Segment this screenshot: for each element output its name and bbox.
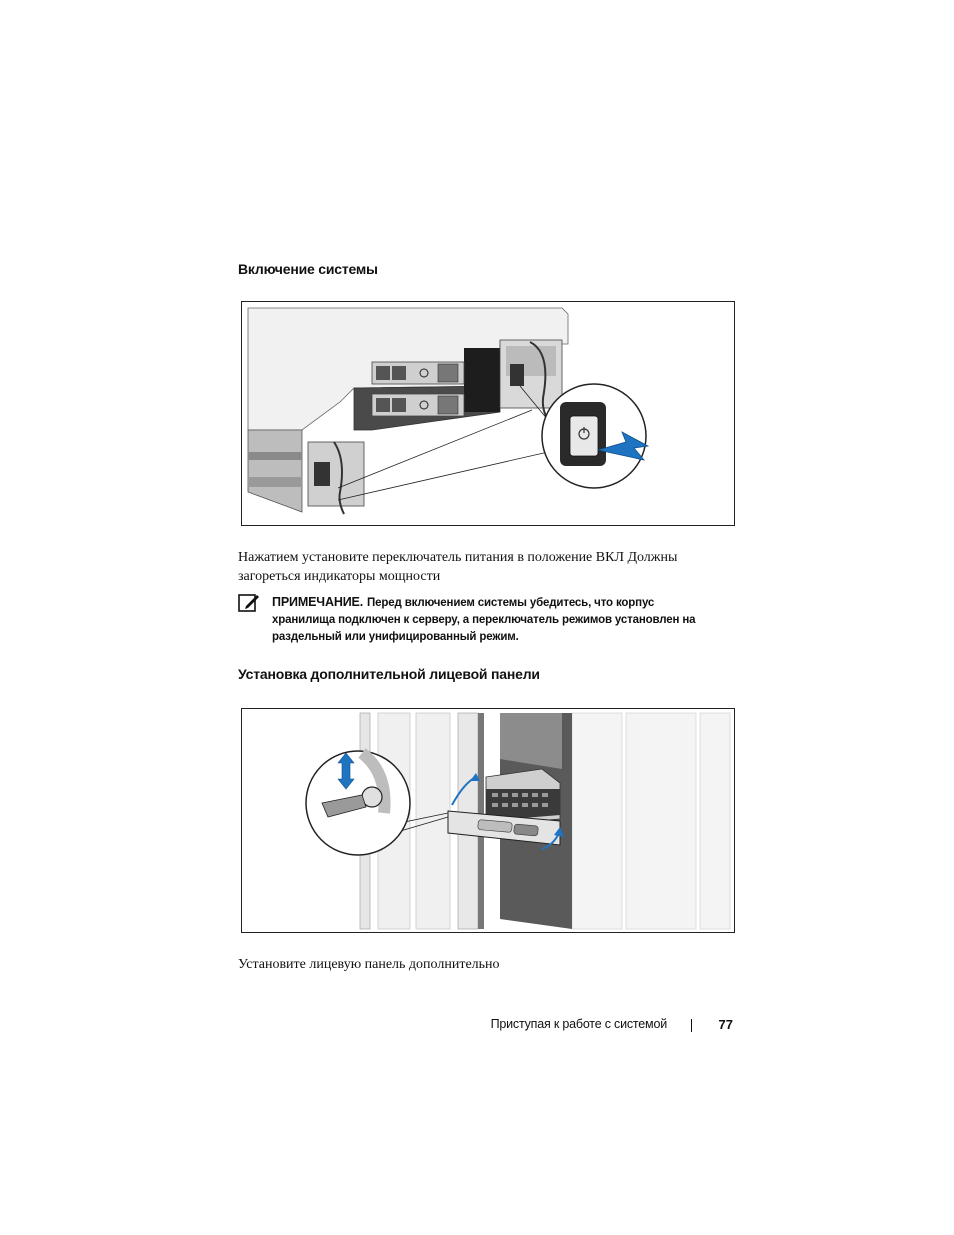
- footer-title: Приступая к работе с системой: [490, 1017, 667, 1031]
- figure-power-switch: [241, 301, 735, 526]
- note-line: [272, 594, 742, 612]
- power-on-instruction: [238, 548, 738, 586]
- bezel-illustration: [242, 709, 734, 932]
- section-heading-bezel: Установка дополнительной лицевой панели: [238, 666, 540, 682]
- power-switch-callout: [542, 384, 646, 488]
- controller-module-upper: [372, 362, 464, 384]
- power-switch-illustration: [242, 302, 734, 525]
- page-number: 77: [718, 1017, 733, 1032]
- controller-module-lower: [372, 394, 464, 416]
- section-heading-power-on: Включение системы: [238, 261, 378, 277]
- key-lock-callout: [306, 751, 410, 855]
- note-text: Перед включением системы убедитесь, что корпус: [367, 597, 655, 609]
- pencil-note-icon: [238, 594, 260, 612]
- power-supply-left: [308, 442, 364, 514]
- footer-divider: [691, 1019, 692, 1032]
- note-line: раздельный или унифицированный режим.: [272, 631, 519, 643]
- bezel-instruction: Установите лицевую панель дополнительно: [238, 957, 500, 972]
- note-label: ПРИМЕЧАНИЕ.: [272, 595, 364, 609]
- note-line: хранилища подключен к серверу, а переключатель режимов установлен на: [272, 614, 696, 626]
- instruction-line: Нажатием установите переключатель питания в положение ВКЛ Должны: [238, 550, 678, 565]
- figure-bezel-install: [241, 708, 735, 933]
- instruction-line: загореться индикаторы мощности: [238, 569, 441, 584]
- page-footer: [470, 1017, 735, 1035]
